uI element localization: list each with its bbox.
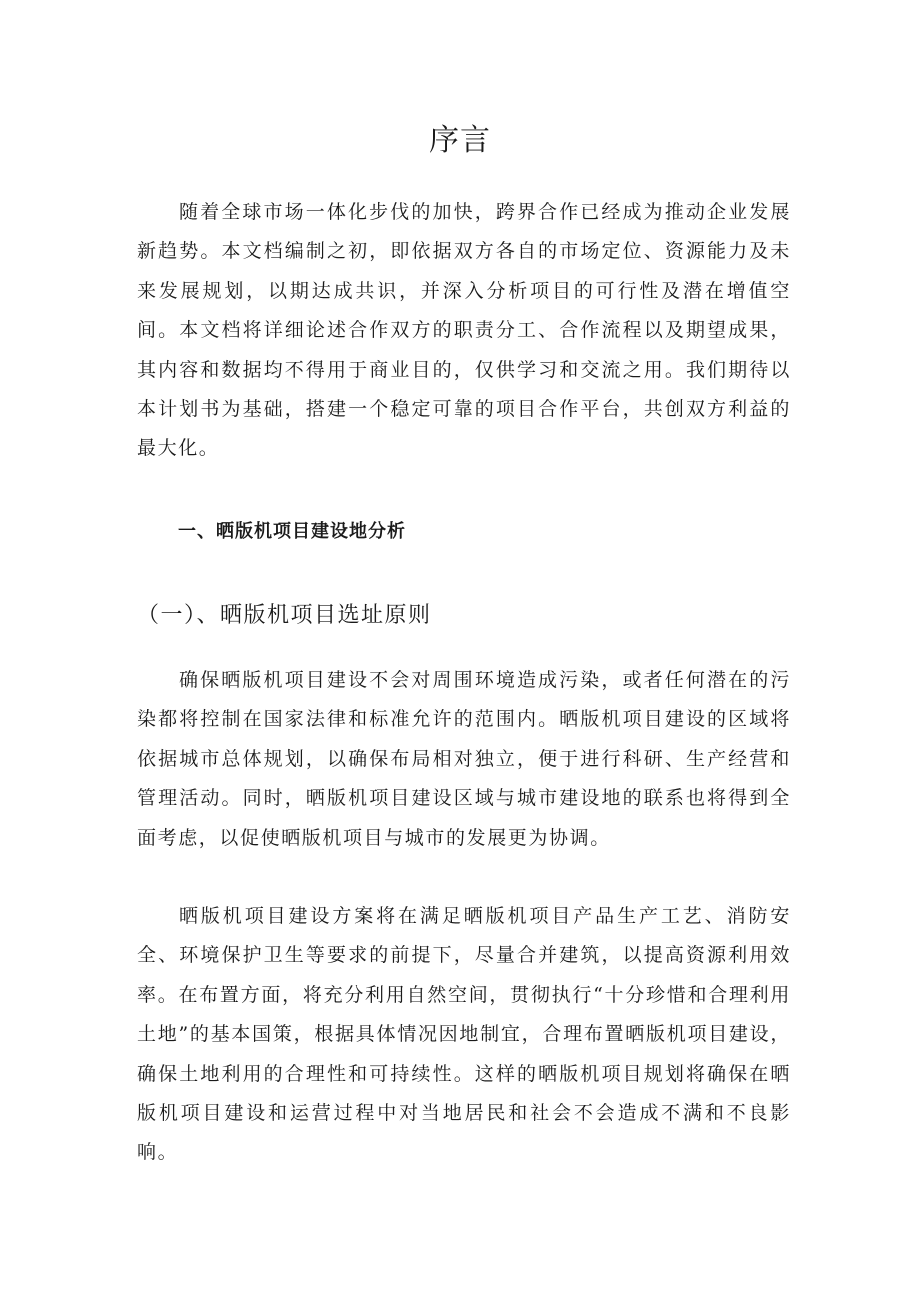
site-principle-paragraph-1: 确保晒版机项目建设不会对周围环境造成污染，或者任何潜在的污染都将控制在国家法律和标准允许的范围内。晒版机项目建设的区域将依据城市总体规划，以确保布局相对独立，便于进行科研、生产经营和管理活动。同时，晒版机项目建设区域与城市建设地的联系也将得到全面考虑，以促使晒版机项目与城市的发展更为协调。: [137, 669, 791, 849]
intro-paragraph: 随着全球市场一体化步伐的加快，跨界合作已经成为推动企业发展新趋势。本文档编制之初，即依据双方各自的市场定位、资源能力及未来发展规划，以期达成共识，并深入分析项目的可行性及潜在增值空间。本文档将详细论述合作双方的职责分工、合作流程以及期望成果，其内容和数据均不得用于商业目的，仅供学习和交流之用。我们期待以本计划书为基础，搭建一个稳定可靠的项目合作平台，共创双方利益的最大化。: [137, 201, 791, 460]
section-heading: 一、晒版机项目建设地分析: [178, 521, 406, 542]
document-title: 序言: [429, 123, 491, 158]
site-principle-paragraph-2: 晒版机项目建设方案将在满足晒版机项目产品生产工艺、消防安全、环境保护卫生等要求的前提下，尽量合并建筑，以提高资源利用效率。在布置方面，将充分利用自然空间，贯彻执行“十分珍惜和合理利用土地”的基本国策，根据具体情况因地制宜，合理布置晒版机项目建设，确保土地利用的合理性和可持续性。这样的晒版机项目规划将确保在晒版机项目建设和运营过程中对当地居民和社会不会造成不满和不良影响。: [137, 905, 791, 1164]
subsection-heading: （一）、晒版机项目选址原则: [137, 603, 432, 628]
